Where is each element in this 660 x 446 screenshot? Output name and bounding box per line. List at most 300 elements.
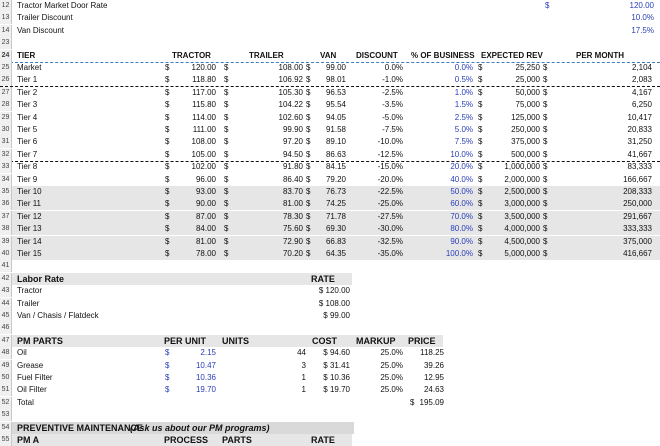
currency-symbol: $ (165, 199, 170, 209)
col-header-discount: DISCOUNT (356, 50, 398, 60)
row-number[interactable]: 33 (0, 161, 12, 173)
markup-value: 25.0% (380, 385, 403, 395)
currency-symbol: $ (224, 149, 229, 159)
price-value: 12.95 (423, 373, 444, 382)
currency-symbol: $ (306, 224, 311, 234)
pct-business-input[interactable]: 5.0% (454, 125, 473, 134)
pm-part-row (0, 372, 660, 384)
labor-label: Trailer (17, 298, 40, 308)
price-value: 39.26 (423, 360, 444, 370)
currency-symbol: $ (543, 224, 548, 234)
tractor-rate: 84.00 (195, 224, 216, 234)
trailer-rate: 91.80 (282, 162, 303, 172)
part-name: Grease (17, 360, 44, 370)
van-rate: 95.54 (325, 100, 346, 110)
currency-symbol: $ (478, 63, 483, 72)
process-header: PROCESS (164, 435, 209, 445)
row-number[interactable]: 13 (0, 12, 12, 24)
currency-symbol: $ (478, 187, 483, 196)
currency-symbol: $ (165, 100, 170, 110)
tier-row (0, 223, 660, 235)
van-rate: 86.63 (325, 149, 346, 159)
expected-revenue: 3,500,000 (504, 211, 540, 221)
currency-symbol[interactable]: $ (165, 348, 170, 358)
input-value[interactable]: 120.00 (629, 1, 654, 10)
partial-row (0, 434, 352, 446)
row-label: Trailer Discount (17, 13, 73, 23)
tractor-rate: 108.00 (191, 137, 216, 147)
currency-symbol: $ (306, 63, 311, 72)
markup-value: 25.0% (380, 360, 403, 370)
units-value: 1 (301, 385, 306, 395)
cost-value: $ 31.41 (323, 360, 350, 370)
van-rate: 71.78 (325, 211, 346, 221)
labor-rate-header: RATE (311, 273, 335, 284)
empty-row (0, 260, 660, 272)
tier-row (0, 74, 660, 87)
empty-row (0, 322, 660, 334)
pct-business-input[interactable]: 80.0% (450, 224, 473, 234)
pct-business-input[interactable]: 20.0% (450, 162, 473, 172)
currency-symbol: $ (543, 75, 548, 85)
units-header: UNITS (222, 335, 249, 346)
row-number[interactable]: 44 (0, 298, 12, 310)
currency-symbol: $ (306, 211, 311, 221)
currency-symbol: $ (165, 63, 170, 72)
tier-name: Tier 5 (17, 125, 38, 134)
currency-symbol: $ (543, 137, 548, 147)
currency-symbol: $ (543, 162, 548, 172)
row-number[interactable]: 54 (0, 422, 12, 434)
currency-symbol: $ (478, 87, 483, 97)
van-rate: 64.35 (325, 249, 346, 258)
tier-name: Tier 8 (17, 162, 38, 172)
currency-symbol: $ (478, 125, 483, 134)
row-number[interactable]: 31 (0, 136, 12, 148)
row-number[interactable]: 49 (0, 360, 12, 372)
expected-revenue: 2,000,000 (504, 174, 540, 184)
currency-symbol: $ (543, 211, 548, 221)
currency-symbol: $ (543, 112, 548, 122)
currency-symbol: $ (543, 63, 548, 72)
trailer-rate: 99.90 (282, 125, 303, 134)
pct-business-input[interactable]: 1.0% (454, 87, 473, 97)
price-value: 118.25 (420, 348, 444, 358)
per-unit-header: PER UNIT (164, 335, 207, 346)
currency-symbol: $ (306, 112, 311, 122)
row-number[interactable]: 12 (0, 0, 12, 12)
markup-value: 25.0% (380, 373, 403, 382)
currency-symbol: $ (224, 199, 229, 209)
expected-revenue: 25,250 (515, 63, 540, 72)
labor-label: Tractor (17, 286, 43, 296)
currency-symbol: $ (224, 63, 229, 72)
currency-symbol: $ (224, 87, 229, 97)
per-unit-input[interactable]: 10.36 (195, 373, 216, 382)
trailer-rate: 83.70 (282, 187, 303, 196)
cost-header: COST (312, 335, 338, 346)
row-number[interactable]: 38 (0, 223, 12, 235)
pm-section-row (0, 422, 660, 434)
row-number[interactable]: 24 (0, 50, 12, 62)
row-number[interactable]: 25 (0, 62, 12, 74)
cost-value: $ 19.70 (323, 385, 350, 395)
discount-value: -12.5% (377, 149, 403, 159)
currency-symbol: $ (478, 100, 483, 110)
currency-symbol: $ (224, 137, 229, 147)
row-number[interactable]: 14 (0, 25, 12, 37)
input-value[interactable]: 10.0% (631, 13, 654, 23)
per-month-revenue: 250,000 (623, 199, 652, 209)
currency-symbol: $ (478, 174, 483, 184)
tractor-rate: 117.00 (192, 87, 216, 97)
row-number[interactable]: 29 (0, 112, 12, 124)
tier-name: Tier 12 (17, 211, 42, 221)
currency-symbol: $ (543, 174, 548, 184)
currency-symbol: $ (224, 249, 229, 258)
top-row (0, 12, 660, 24)
tier-name: Tier 6 (17, 137, 38, 147)
rate-header: RATE (311, 435, 335, 445)
row-label: Tractor Market Door Rate (17, 1, 108, 10)
tier-row (0, 136, 660, 148)
per-month-revenue: 10,417 (627, 112, 652, 122)
currency-symbol: $ (306, 87, 311, 97)
expected-revenue: 250,000 (511, 125, 540, 134)
currency-symbol: $ (306, 100, 311, 110)
units-value: 44 (297, 348, 306, 358)
tier-row (0, 149, 660, 162)
pct-business-input[interactable]: 40.0% (450, 174, 473, 184)
row-number[interactable]: 47 (0, 335, 12, 347)
input-value[interactable]: 17.5% (631, 25, 654, 35)
expected-revenue: 4,000,000 (504, 224, 540, 234)
labor-rate-value: $ 99.00 (323, 311, 350, 320)
tractor-rate: 114.00 (192, 112, 216, 122)
currency-symbol: $ (165, 112, 170, 122)
pct-business-input[interactable]: 0.0% (454, 63, 473, 72)
currency-symbol: $ (165, 87, 170, 97)
row-label: Van Discount (17, 25, 64, 35)
tier-row (0, 62, 660, 74)
expected-revenue: 125,000 (511, 112, 540, 122)
currency-symbol: $ (306, 125, 311, 134)
currency-symbol: $ (478, 162, 483, 172)
currency-symbol: $ (478, 199, 483, 209)
row-number[interactable]: 42 (0, 273, 12, 285)
pm-section-note: (Ask us about our PM programs) (130, 422, 270, 433)
discount-value: -7.5% (382, 125, 403, 134)
currency-symbol: $ (306, 137, 311, 147)
tier-row (0, 87, 660, 99)
pct-business-input[interactable]: 1.5% (454, 100, 473, 110)
tier-name: Market (17, 63, 42, 72)
tractor-rate: 118.80 (192, 75, 216, 85)
currency-symbol: $ (165, 224, 170, 234)
currency-symbol: $ (543, 149, 548, 159)
currency-symbol: $ (478, 224, 483, 234)
van-rate: 69.30 (325, 224, 346, 234)
expected-revenue: 75,000 (515, 100, 540, 110)
per-month-revenue: 208,333 (623, 187, 652, 196)
expected-revenue: 4,500,000 (504, 236, 540, 246)
pm-part-row (0, 384, 660, 396)
expected-revenue: 5,000,000 (504, 249, 540, 258)
tier-name: Tier 4 (17, 112, 38, 122)
row-number[interactable]: 27 (0, 87, 12, 99)
row-number[interactable]: 36 (0, 198, 12, 210)
currency-symbol[interactable]: $ (165, 373, 170, 382)
trailer-rate: 106.92 (278, 75, 303, 85)
markup-value: 25.0% (380, 348, 403, 358)
tier-name: Tier 14 (17, 236, 42, 246)
total-value: 195.09 (419, 397, 444, 407)
expected-revenue: 2,500,000 (504, 187, 540, 196)
labor-rate-value: $ 120.00 (318, 286, 350, 296)
tractor-rate: 81.00 (195, 236, 216, 246)
currency-symbol: $ (224, 125, 229, 134)
trailer-rate: 75.60 (282, 224, 303, 234)
tractor-rate: 105.00 (191, 149, 216, 159)
tier-name: Tier 11 (17, 199, 42, 209)
parts-header: PARTS (222, 435, 252, 445)
units-value: 1 (301, 373, 306, 382)
currency-symbol: $ (478, 236, 483, 246)
currency-symbol: $ (224, 236, 229, 246)
pct-business-input[interactable]: 2.5% (454, 112, 473, 122)
tractor-rate: 93.00 (195, 187, 216, 196)
part-name: Oil Filter (17, 385, 47, 395)
per-month-revenue: 2,104 (631, 63, 652, 72)
currency-symbol: $ (306, 75, 311, 85)
trailer-rate: 70.20 (282, 249, 303, 258)
currency-symbol: $ (165, 149, 170, 159)
currency-symbol[interactable]: $ (545, 1, 550, 10)
van-rate: 98.01 (325, 75, 346, 85)
discount-value: -20.0% (377, 174, 403, 184)
discount-value: -25.0% (377, 199, 403, 209)
labor-rate-value: $ 108.00 (318, 298, 350, 308)
trailer-rate: 97.20 (282, 137, 303, 147)
per-month-revenue: 416,667 (623, 249, 652, 258)
col-header-van: VAN (320, 50, 337, 60)
row-number[interactable]: 41 (0, 260, 12, 272)
trailer-rate: 81.00 (282, 199, 303, 209)
currency-symbol: $ (306, 174, 311, 184)
currency-symbol: $ (543, 236, 548, 246)
expected-revenue: 500,000 (511, 149, 540, 159)
currency-symbol: $ (224, 187, 229, 196)
currency-symbol[interactable]: $ (165, 385, 170, 395)
tier-row (0, 198, 660, 210)
row-number[interactable]: 40 (0, 248, 12, 260)
discount-value: -2.5% (382, 87, 403, 97)
per-month-revenue: 6,250 (631, 100, 652, 110)
currency-symbol[interactable]: $ (165, 360, 170, 370)
row-number[interactable]: 30 (0, 124, 12, 136)
van-rate: 66.83 (325, 236, 346, 246)
row-number[interactable]: 26 (0, 74, 12, 86)
currency-symbol: $ (478, 211, 483, 221)
discount-value: -32.5% (377, 236, 403, 246)
part-name: Fuel Filter (17, 373, 53, 382)
pm-parts-header: PM PARTS (17, 335, 63, 346)
van-rate: 79.20 (325, 174, 346, 184)
pct-business-input[interactable]: 60.0% (450, 199, 473, 209)
currency-symbol: $ (224, 224, 229, 234)
row-number[interactable]: 35 (0, 186, 12, 198)
expected-revenue: 375,000 (511, 137, 540, 147)
currency-symbol: $ (165, 75, 170, 85)
row-number[interactable]: 50 (0, 372, 12, 384)
van-rate: 96.53 (325, 87, 346, 97)
van-rate: 84.15 (325, 162, 346, 172)
discount-value: -15.0% (377, 162, 403, 172)
tractor-rate: 90.00 (195, 199, 216, 209)
currency-symbol: $ (306, 187, 311, 196)
row-number[interactable]: 51 (0, 384, 12, 396)
col-header-trailer: TRAILER (249, 50, 284, 60)
row-number[interactable]: 55 (0, 434, 12, 446)
labor-row (0, 298, 660, 310)
row-number[interactable]: 48 (0, 347, 12, 359)
trailer-rate: 72.90 (282, 236, 303, 246)
tier-name: Tier 1 (17, 75, 38, 85)
expected-revenue: 25,000 (515, 75, 540, 85)
currency-symbol: $ (165, 174, 170, 184)
row-number[interactable]: 34 (0, 174, 12, 186)
pct-business-input[interactable]: 70.0% (450, 211, 473, 221)
trailer-rate: 94.50 (282, 149, 303, 159)
currency-symbol: $ (224, 75, 229, 85)
expected-revenue: 1,000,000 (504, 162, 540, 172)
currency-symbol: $ (224, 162, 229, 172)
discount-value: 0.0% (384, 63, 403, 72)
tractor-rate: 102.00 (191, 162, 216, 172)
tier-name: Tier 15 (17, 249, 42, 258)
currency-symbol: $ (165, 187, 170, 196)
tier-name: Tier 10 (17, 187, 42, 196)
currency-symbol: $ (224, 112, 229, 122)
expected-revenue: 50,000 (515, 87, 540, 97)
currency-symbol: $ (165, 162, 170, 172)
cost-value: $ 10.36 (323, 373, 350, 382)
tractor-rate: 87.00 (195, 211, 216, 221)
currency-symbol: $ (165, 137, 170, 147)
trailer-rate: 78.30 (282, 211, 303, 221)
per-month-revenue: 31,250 (627, 137, 652, 147)
van-rate: 76.73 (325, 187, 346, 196)
row-number[interactable]: 52 (0, 397, 12, 409)
labor-row (0, 310, 660, 322)
row-number[interactable]: 37 (0, 211, 12, 223)
row-number[interactable]: 39 (0, 236, 12, 248)
currency-symbol: $ (543, 125, 548, 134)
currency-symbol: $ (478, 75, 483, 85)
currency-symbol: $ (306, 199, 311, 209)
row-number[interactable]: 43 (0, 285, 12, 297)
row-number[interactable]: 28 (0, 99, 12, 111)
per-month-revenue: 166,667 (623, 174, 652, 184)
per-unit-input[interactable]: 19.70 (195, 385, 216, 395)
row-number[interactable]: 23 (0, 37, 12, 49)
tier-row (0, 174, 660, 187)
discount-value: -22.5% (377, 187, 403, 196)
part-name: Oil (17, 348, 27, 358)
currency-symbol: $ (478, 137, 483, 147)
row-number[interactable]: 46 (0, 322, 12, 334)
tractor-rate: 120.00 (191, 63, 216, 72)
trailer-rate: 108.00 (278, 63, 303, 72)
total-label: Total (17, 397, 34, 407)
trailer-rate: 86.40 (282, 174, 303, 184)
currency-symbol: $ (306, 149, 311, 159)
pct-business-input[interactable]: 90.0% (450, 236, 473, 246)
pct-business-input[interactable]: 100.0% (445, 249, 473, 258)
col-header-pct-business: % OF BUSINESS (411, 50, 475, 60)
labor-row (0, 285, 660, 297)
van-rate: 94.05 (325, 112, 346, 122)
currency-symbol: $ (306, 236, 311, 246)
pct-business-input[interactable]: 50.0% (450, 187, 473, 196)
col-header-expected-rev: EXPECTED REV (481, 50, 543, 60)
van-rate: 99.00 (325, 63, 346, 72)
per-month-revenue: 2,083 (631, 75, 652, 85)
per-month-revenue: 4,167 (631, 87, 652, 97)
tractor-rate: 78.00 (195, 249, 216, 258)
tier-name: Tier 2 (17, 87, 38, 97)
per-unit-input[interactable]: 10.47 (195, 360, 216, 370)
van-rate: 89.10 (325, 137, 346, 147)
tier-row (0, 99, 660, 111)
discount-value: -1.0% (382, 75, 403, 85)
trailer-rate: 105.30 (278, 87, 303, 97)
row-number[interactable]: 53 (0, 409, 12, 421)
per-month-revenue: 83,333 (627, 162, 652, 172)
tractor-rate: 96.00 (195, 174, 216, 184)
currency-symbol: $ (224, 211, 229, 221)
pct-business-input[interactable]: 10.0% (450, 149, 473, 159)
currency-symbol: $ (543, 187, 548, 196)
pct-business-input[interactable]: 0.5% (454, 75, 473, 85)
currency-symbol: $ (165, 211, 170, 221)
col-header-tier: TIER (17, 50, 36, 60)
pct-business-input[interactable]: 7.5% (454, 137, 473, 147)
expected-revenue: 3,000,000 (504, 199, 540, 209)
cost-value: $ 94.60 (323, 348, 350, 358)
currency-symbol: $ (543, 87, 548, 97)
pm-header-row (0, 335, 443, 347)
labor-label: Van / Chasis / Flatdeck (17, 311, 99, 320)
tier-row (0, 124, 660, 136)
row-number[interactable]: 32 (0, 149, 12, 161)
tier-name: Tier 3 (17, 100, 38, 110)
pm-a-label: PM A (17, 435, 40, 445)
row-number[interactable]: 45 (0, 310, 12, 322)
markup-header: MARKUP (356, 335, 396, 346)
tier-row (0, 236, 660, 248)
currency-symbol: $ (410, 397, 415, 407)
currency-symbol: $ (306, 162, 311, 172)
tractor-rate: 115.80 (192, 100, 216, 110)
tier-name: Tier 7 (17, 149, 38, 159)
trailer-rate: 102.60 (278, 112, 303, 122)
currency-symbol: $ (224, 100, 229, 110)
discount-value: -27.5% (377, 211, 403, 221)
top-row (0, 25, 660, 37)
per-unit-input[interactable]: 2.15 (200, 348, 216, 358)
discount-value: -35.0% (377, 249, 403, 258)
